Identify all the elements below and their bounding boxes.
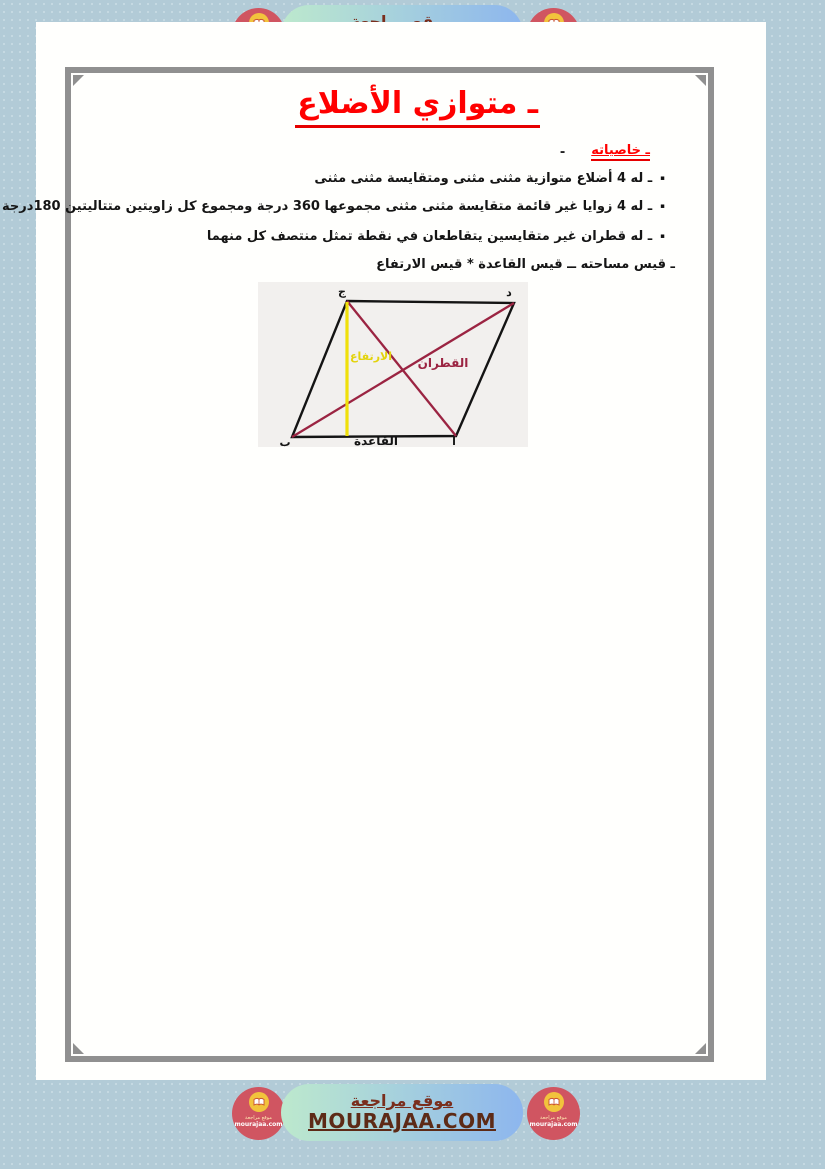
logo-site-domain: mourajaa.com [529,1121,578,1128]
site-logo [527,1087,580,1140]
site-name-arabic: موقع مراجعة [350,1090,454,1110]
square-bullet-icon: ▪ [660,202,665,210]
vertex-label: ا [452,435,456,447]
site-banner [281,1084,523,1141]
frame-corner-ornament [695,75,706,86]
logo-site-name: موقع مراجعة [245,1115,272,1121]
page-title: ـ متوازي الأضلاع [295,86,540,128]
base-label: القاعدة [354,434,398,447]
parallelogram-diagram [258,282,528,447]
document-page [2,22,766,1080]
area-formula: ـ قيس مساحته ــ قيس القاعدة * قيس الارتفاع [376,257,675,272]
square-bullet-icon: ▪ [660,232,665,240]
logo-site-name: موقع مراجعة [540,1115,567,1121]
section-dash: - [559,144,566,160]
frame-corner-ornament [73,1043,84,1054]
section-heading: ـ خاصياته [591,143,650,161]
property-text: ـ له قطران غير متقايسين يتقاطعان في نقطة تمثل منتصف كل منهما [206,229,653,244]
diagonals-label: القطران [417,356,469,370]
document-border-frame [65,67,714,1062]
height-label: الارتفاع [350,350,392,363]
property-text: ـ له 4 زوايا غير قائمة متقايسة مثنى مثنى مجموعها 360 درجة ومجموع كل زاويتين متتاليتين 180درجة [2,199,653,214]
property-text: ـ له 4 أضلاع متوازية مثنى مثنى ومتقايسة مثنى مثنى [314,171,653,186]
parallelogram-figure [258,282,528,447]
property-bullet [207,229,665,244]
site-footer [232,1084,580,1142]
vertex-label: د [506,286,512,299]
open-book-icon [548,1097,560,1107]
site-logo [232,1087,285,1140]
section-heading-row [560,143,650,161]
site-domain-link[interactable]: MOURAJAA.COM [308,1109,496,1134]
frame-corner-ornament [73,75,84,86]
book-icon [249,1092,269,1112]
vertex-label: ج [338,285,346,298]
property-bullet [314,171,665,186]
property-bullet [2,199,665,214]
diagonal-line [292,303,514,437]
frame-corner-ornament [695,1043,706,1054]
book-icon [544,1092,564,1112]
open-book-icon [253,1097,265,1107]
logo-site-domain: mourajaa.com [234,1121,283,1128]
vertex-label: ب [279,436,291,447]
square-bullet-icon: ▪ [660,174,665,182]
